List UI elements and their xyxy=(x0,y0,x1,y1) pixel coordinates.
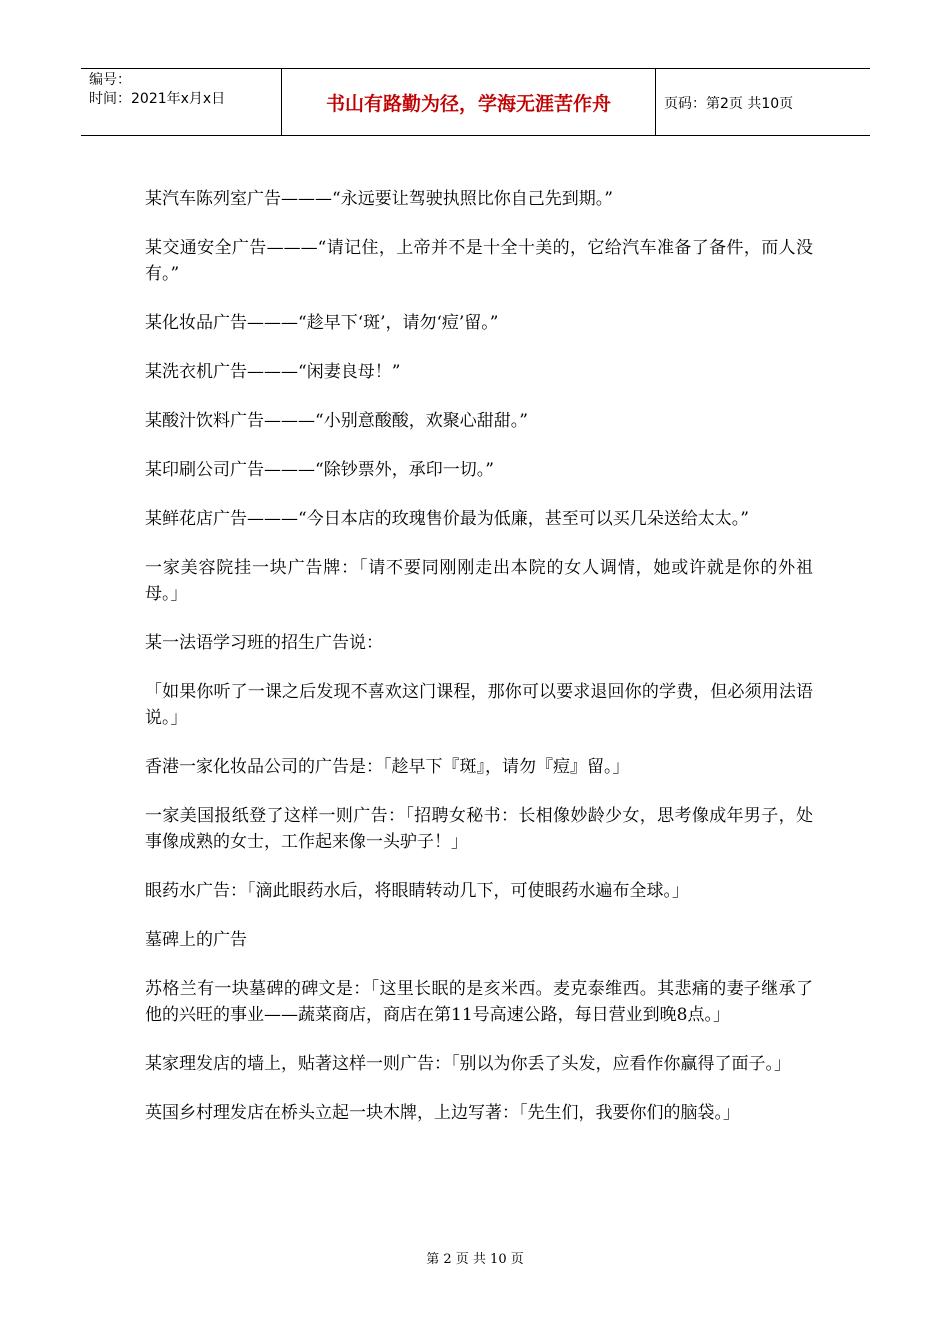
paragraph: 「如果你听了一课之后发现不喜欢这门课程，那你可以要求退回你的学费，但必须用法语说。」 xyxy=(145,682,813,728)
paragraph: 某洗衣机广告———“闲妻良母！” xyxy=(145,362,401,382)
paragraph: 一家美国报纸登了这样一则广告：「招聘女秘书：长相像妙龄少女，思考像成年男子，处事像成熟的女士，工作起来像一头驴子！」 xyxy=(145,806,813,852)
header-page-number: 页码：第2页 共10页 xyxy=(664,96,794,112)
paragraph: 某化妆品广告———“趁早下‘斑’，请勿‘痘’留。” xyxy=(145,313,499,333)
header-meta xyxy=(89,71,281,109)
paragraph: 某交通安全广告———“请记住，上帝并不是十全十美的，它给汽车准备了备件，而人没有。” xyxy=(145,238,813,284)
page-footer: 第 2 页 共 10 页 xyxy=(426,1252,524,1267)
paragraph: 英国乡村理发店在桥头立起一块木牌，上边写著：「先生们，我要你们的脑袋。」 xyxy=(145,1103,740,1123)
section-heading: 墓碑上的广告 xyxy=(145,930,247,950)
paragraph: 香港一家化妆品公司的广告是：「趁早下『斑』，请勿『痘』留。」 xyxy=(145,757,630,777)
paragraph: 某印刷公司广告———“除钞票外，承印一切。” xyxy=(145,460,494,480)
paragraph: 某汽车陈列室广告———“永远要让驾驶执照比你自己先到期。” xyxy=(145,189,613,209)
header-divider xyxy=(655,69,656,136)
paragraph: 某一法语学习班的招生广告说： xyxy=(145,633,383,653)
paragraph: 某家理发店的墙上，贴著这样一则广告：「别以为你丢了头发，应看作你赢得了面子。」 xyxy=(145,1054,791,1074)
paragraph: 苏格兰有一块墓碑的碑文是：「这里长眠的是亥米西。麦克泰维西。其悲痛的妻子继承了他的兴旺的事业——蔬菜商店，商店在第11号高速公路，每日营业到晚8点。」 xyxy=(145,979,813,1025)
paragraph: 某鲜花店广告———“今日本店的玫瑰售价最为低廉，甚至可以买几朵送给太太。” xyxy=(145,509,749,529)
paragraph: 一家美容院挂一块广告牌：「请不要同刚刚走出本院的女人调情，她或许就是你的外祖母。」 xyxy=(145,558,813,604)
serial-label: 编号： xyxy=(89,72,131,88)
paragraph: 某酸汁饮料广告———“小别意酸酸，欢聚心甜甜。” xyxy=(145,411,528,431)
document-body xyxy=(145,186,813,1149)
page-header xyxy=(81,68,870,136)
paragraph: 眼药水广告：「滴此眼药水后，将眼睛转动几下，可使眼药水遍布全球。」 xyxy=(145,881,689,901)
header-motto: 书山有路勤为径，学海无涯苦作舟 xyxy=(325,93,611,115)
time-label: 时间：2021年x月x日 xyxy=(89,91,226,107)
